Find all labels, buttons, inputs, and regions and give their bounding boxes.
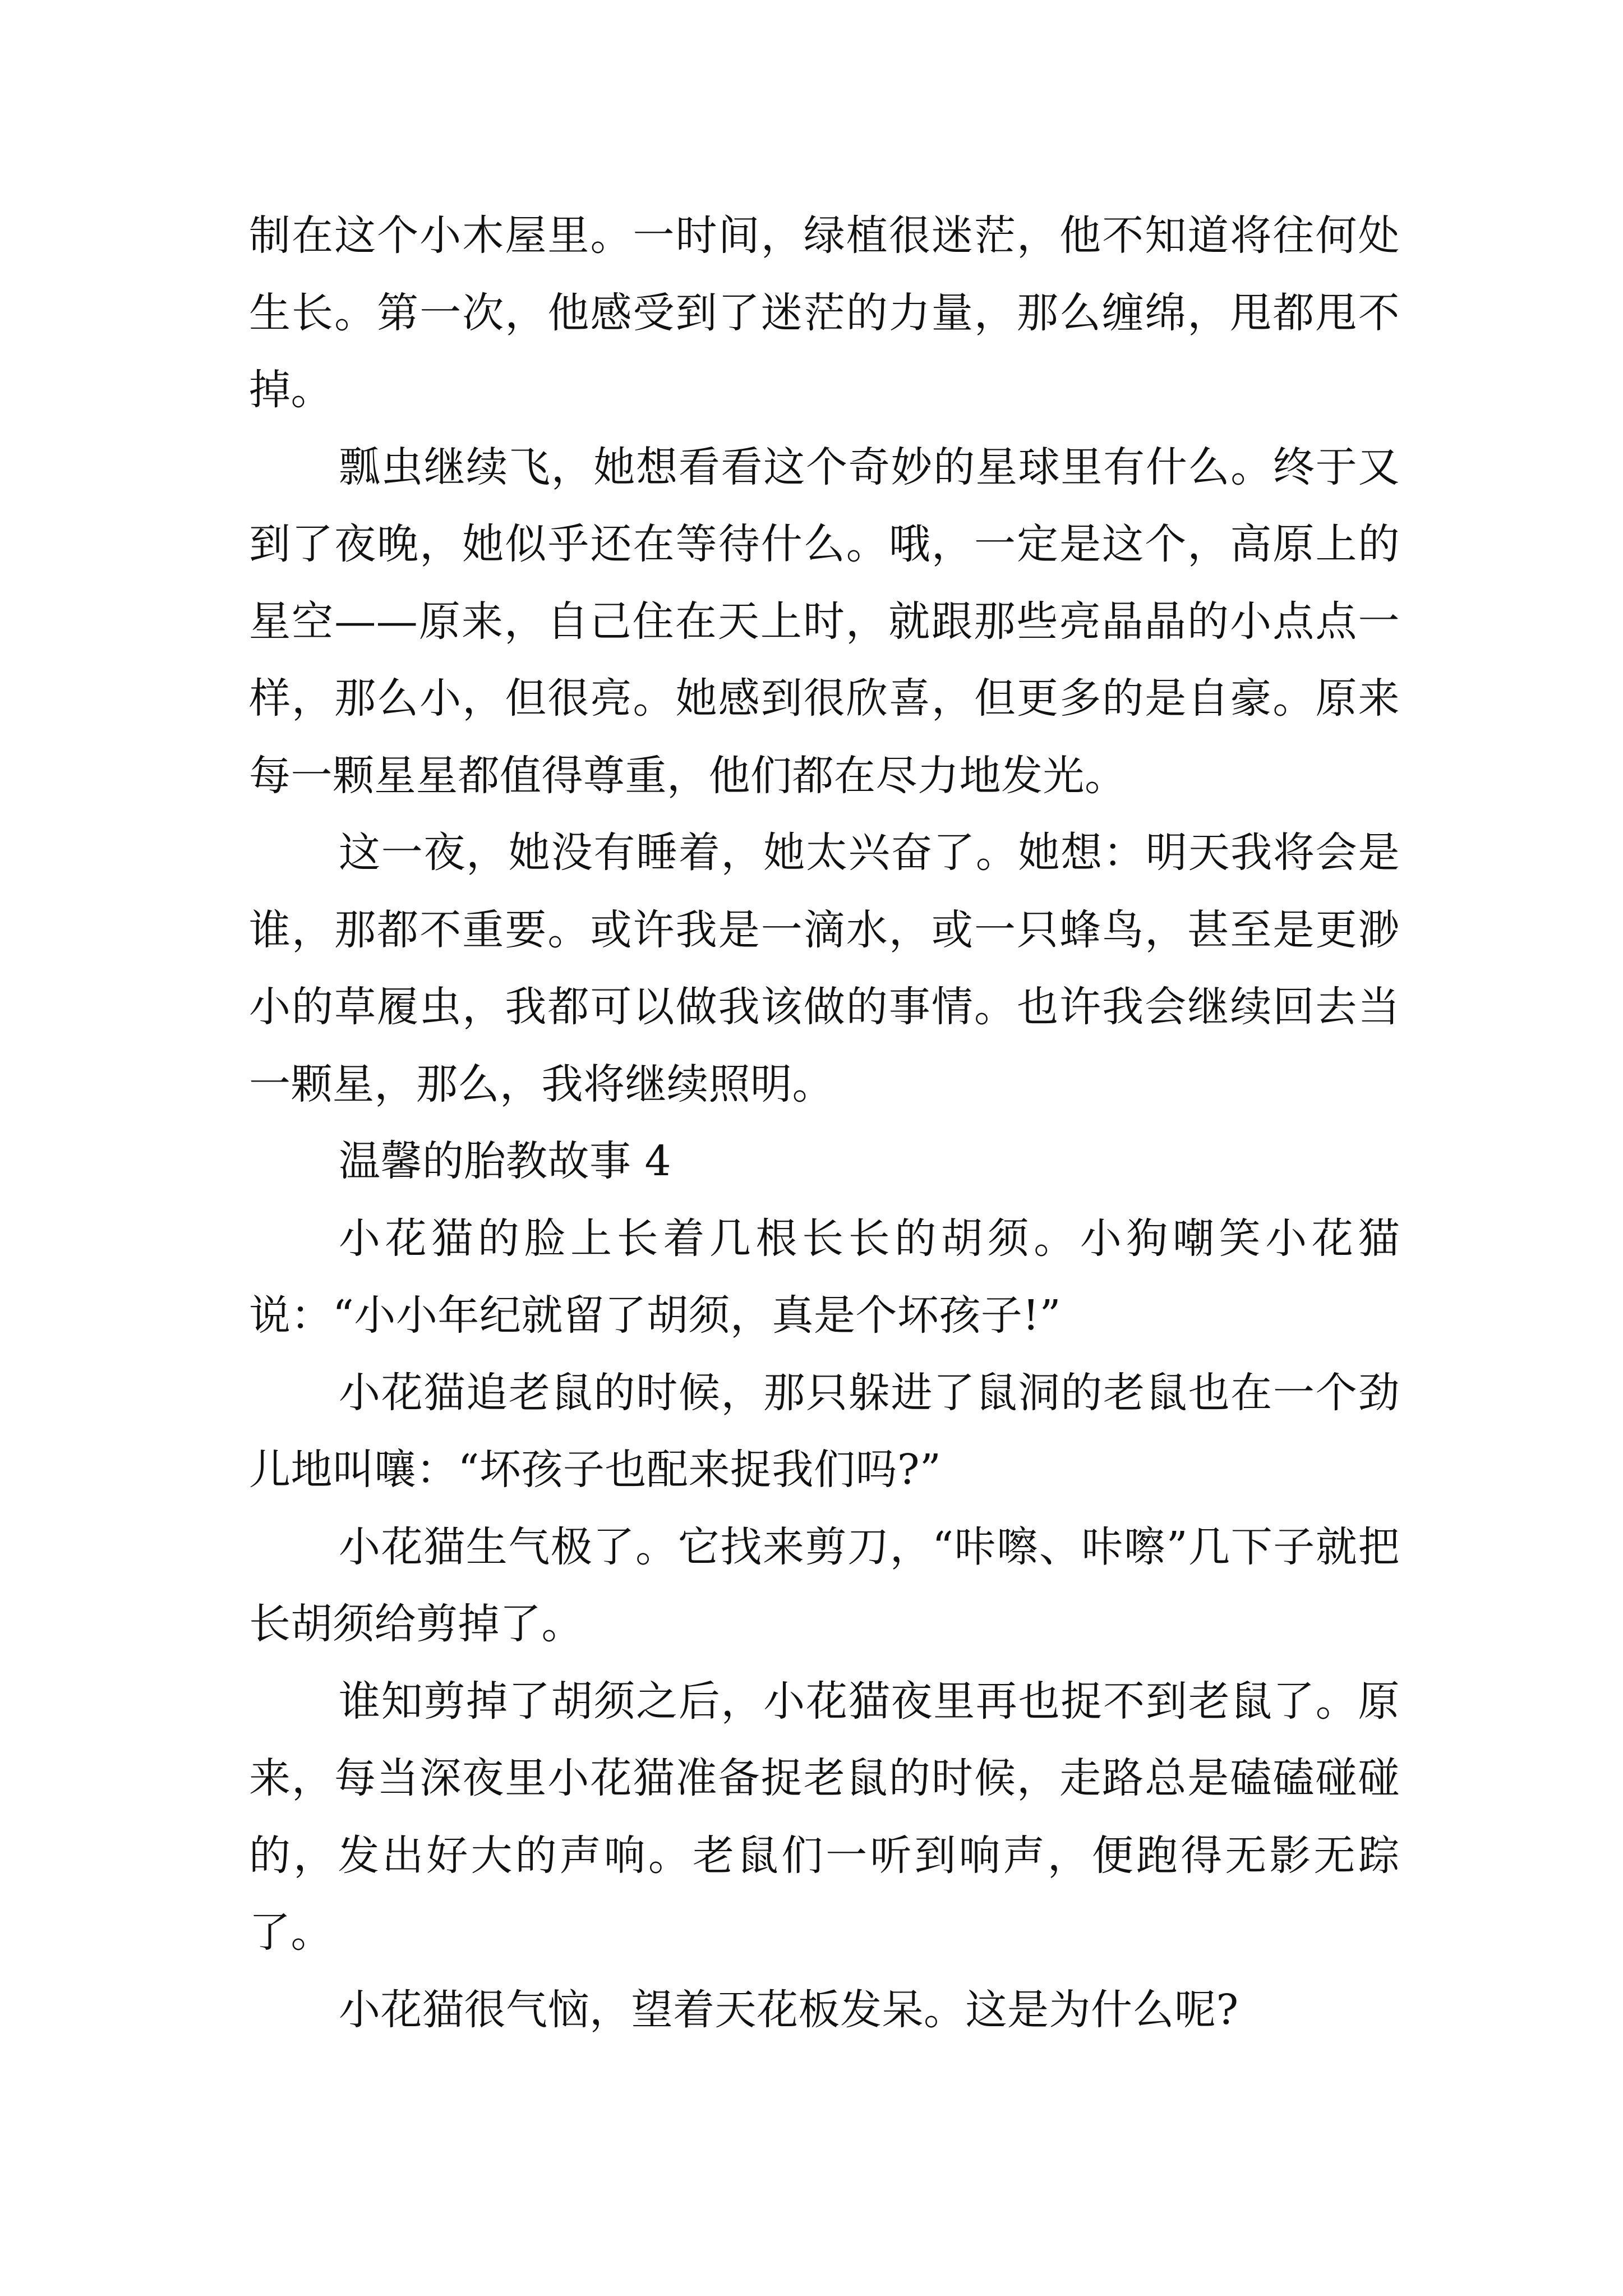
paragraph: 瓢虫继续飞，她想看看这个奇妙的星球里有什么。终于又到了夜晚，她似乎还在等待什么。哦，一定是这个，高原上的星空——原来，自己住在天上时，就跟那些亮晶晶的小点点一样，那么小，但很亮。她感到很欣喜，但更多的是自豪。原来每一颗星星都值得尊重，他们都在尽力地发光。 [249,443,1400,800]
section-heading: 温馨的胎教故事 4 [339,1137,672,1185]
paragraph: 谁知剪掉了胡须之后，小花猫夜里再也捉不到老鼠了。原来，每当深夜里小花猫准备捉老鼠的时候，走路总是磕磕碰碰的，发出好大的声响。老鼠们一听到响声，便跑得无影无踪了。 [249,1677,1400,1957]
paragraph: 这一夜，她没有睡着，她太兴奋了。她想：明天我将会是谁，那都不重要。或许我是一滴水，或一只蜂鸟，甚至是更渺小的草履虫，我都可以做我该做的事情。也许我会继续回去当一颗星，那么，我将继续照明。 [249,829,1400,1108]
paragraph: 小花猫的脸上长着几根长长的胡须。小狗嘲笑小花猫说：“小小年纪就留了胡须，真是个坏孩子!” [249,1214,1400,1340]
paragraph: 小花猫生气极了。它找来剪刀，“咔嚓、咔嚓”几下子就把长胡须给剪掉了。 [249,1522,1400,1648]
paragraph: 小花猫追老鼠的时候，那只躲进了鼠洞的老鼠也在一个劲儿地叫嚷：“坏孩子也配来捉我们吗?” [249,1368,1400,1494]
document-body [249,197,1400,2049]
paragraph: 制在这个小木屋里。一时间，绿植很迷茫，他不知道将往何处生长。第一次，他感受到了迷茫的力量，那么缠绵，甩都甩不掉。 [249,211,1400,414]
paragraph: 小花猫很气恼，望着天花板发呆。这是为什么呢? [339,1985,1239,2034]
